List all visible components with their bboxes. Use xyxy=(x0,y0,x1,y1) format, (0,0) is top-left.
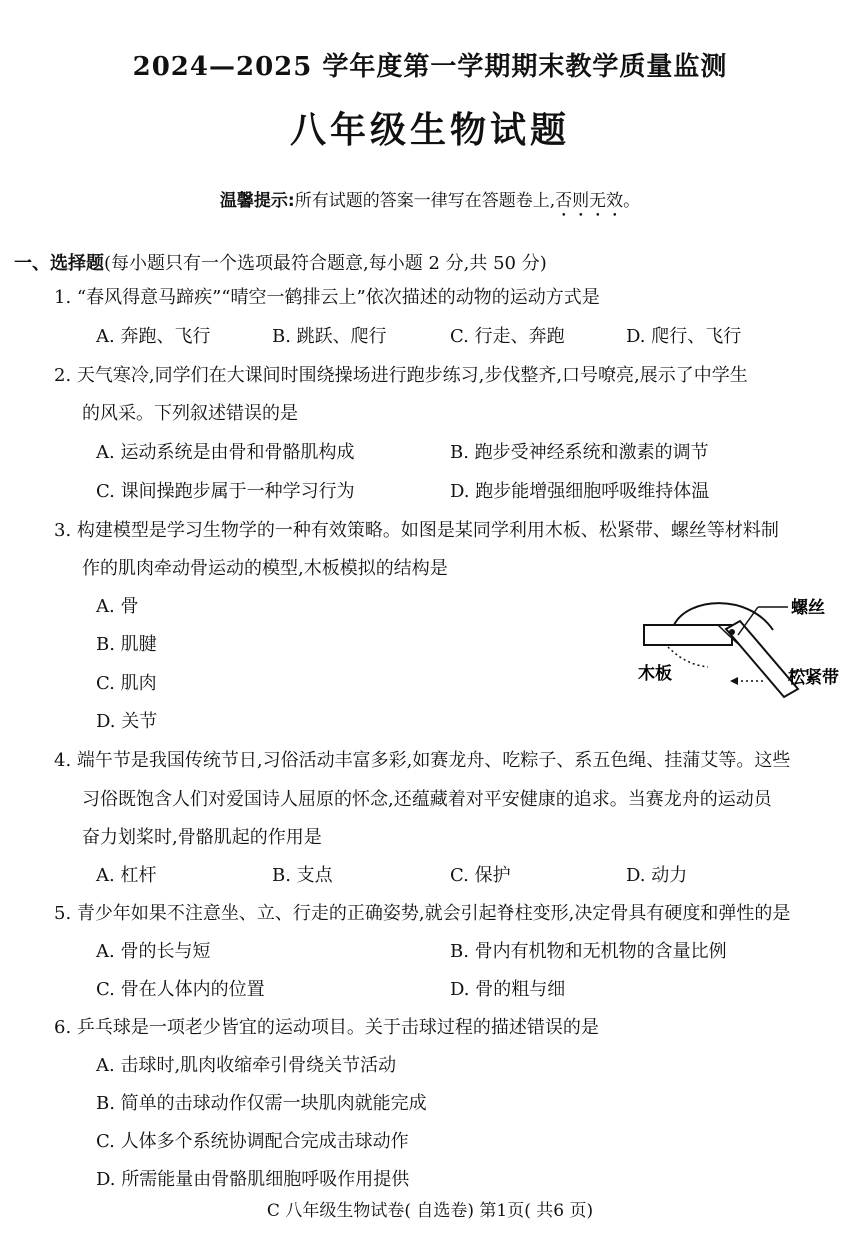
page-footer: C 八年级生物试卷( 自选卷) 第1页( 共6 页) xyxy=(266,1201,594,1221)
q4-option-b: B. 支点 xyxy=(272,865,333,886)
q6-option-b: B. 简单的击球动作仅需一块肌肉就能完成 xyxy=(96,1093,427,1114)
q1-option-d: D. 爬行、飞行 xyxy=(626,326,742,347)
section-note: (每小题只有一个选项最符合题意,每小题 2 分,共 50 分) xyxy=(104,253,547,274)
q5-option-c: C. 骨在人体内的位置 xyxy=(96,979,265,1000)
q2-option-a: A. 运动系统是由骨和骨骼肌构成 xyxy=(96,442,355,463)
question-5-text: 5. 青少年如果不注意坐、立、行走的正确姿势,就会引起脊柱变形,决定骨具有硬度和弹性的是 xyxy=(54,903,791,924)
q3-option-d: D. 关节 xyxy=(96,711,158,732)
tip-text: 所有试题的答案一律写在答题卷上, xyxy=(294,191,556,211)
question-4-text-line3: 奋力划桨时,骨骼肌起的作用是 xyxy=(82,827,322,848)
q6-option-c: C. 人体多个系统协调配合完成击球动作 xyxy=(96,1131,409,1152)
label-board: 木板 xyxy=(638,664,672,684)
screw-icon xyxy=(729,629,735,635)
q3-option-b: B. 肌腱 xyxy=(96,634,157,655)
question-1-text: 1. “春风得意马蹄疾”“晴空一鹤排云上”依次描述的动物的运动方式是 xyxy=(54,287,600,308)
exam-title: 2024—2025 学年度第一学期期末教学质量监测 xyxy=(132,52,728,82)
q3-option-c: C. 肌肉 xyxy=(96,673,157,694)
q4-option-a: A. 杠杆 xyxy=(96,865,157,886)
q4-option-c: C. 保护 xyxy=(450,865,511,886)
label-screw: 螺丝 xyxy=(791,598,825,618)
q6-option-a: A. 击球时,肌肉收缩牵引骨绕关节活动 xyxy=(96,1055,397,1076)
exam-subtitle: 八年级生物试题 xyxy=(289,109,570,151)
q1-option-b: B. 跳跃、爬行 xyxy=(272,326,387,347)
muscle-model-diagram xyxy=(598,585,846,710)
dotted-arrow-left xyxy=(668,647,708,667)
question-6-text: 6. 乒乓球是一项老少皆宜的运动项目。关于击球过程的描述错误的是 xyxy=(54,1017,599,1038)
q1-option-c: C. 行走、奔跑 xyxy=(450,326,565,347)
q1-option-a: A. 奔跑、飞行 xyxy=(96,326,211,347)
question-2-text-line1: 2. 天气寒冷,同学们在大课间时围绕操场进行跑步练习,步伐整齐,口号嘹亮,展示了中学生 xyxy=(54,365,748,386)
q6-option-d: D. 所需能量由骨骼肌细胞呼吸作用提供 xyxy=(96,1169,410,1190)
q2-option-c: C. 课间操跑步属于一种学习行为 xyxy=(96,481,355,502)
tip-label: 温馨提示: xyxy=(219,191,295,211)
q5-option-d: D. 骨的粗与细 xyxy=(450,979,566,1000)
q3-option-a: A. 骨 xyxy=(96,596,139,617)
section-title: 一、选择题 xyxy=(14,253,104,274)
q2-option-d: D. 跑步能增强细胞呼吸维持体温 xyxy=(450,481,710,502)
q2-option-b: B. 跑步受神经系统和激素的调节 xyxy=(450,442,709,463)
question-4-text-line2: 习俗既饱含人们对爱国诗人屈原的怀念,还蕴藏着对平安健康的追求。当赛龙舟的运动员 xyxy=(82,789,772,810)
arrow-head-icon xyxy=(730,677,738,685)
q5-option-b: B. 骨内有机物和无机物的含量比例 xyxy=(450,941,727,962)
question-3-text-line2: 作的肌肉牵动骨运动的模型,木板模拟的结构是 xyxy=(82,558,448,579)
question-3-text-line1: 3. 构建模型是学习生物学的一种有效策略。如图是某同学利用木板、松紧带、螺丝等材料制 xyxy=(54,520,779,541)
label-elastic-band: 松紧带 xyxy=(788,668,839,688)
tip-end: 。 xyxy=(623,191,641,211)
tip-line xyxy=(0,186,860,221)
board-upper xyxy=(644,625,732,645)
q4-option-d: D. 动力 xyxy=(626,865,688,886)
section-heading xyxy=(14,249,547,275)
q5-option-a: A. 骨的长与短 xyxy=(96,941,211,962)
question-4-text-line1: 4. 端午节是我国传统节日,习俗活动丰富多彩,如赛龙舟、吃粽子、系五色绳、挂蒲艾等。这些 xyxy=(54,750,791,771)
tip-emphasis: 否则无效 xyxy=(555,191,624,211)
question-2-text-line2: 的风采。下列叙述错误的是 xyxy=(82,403,298,424)
